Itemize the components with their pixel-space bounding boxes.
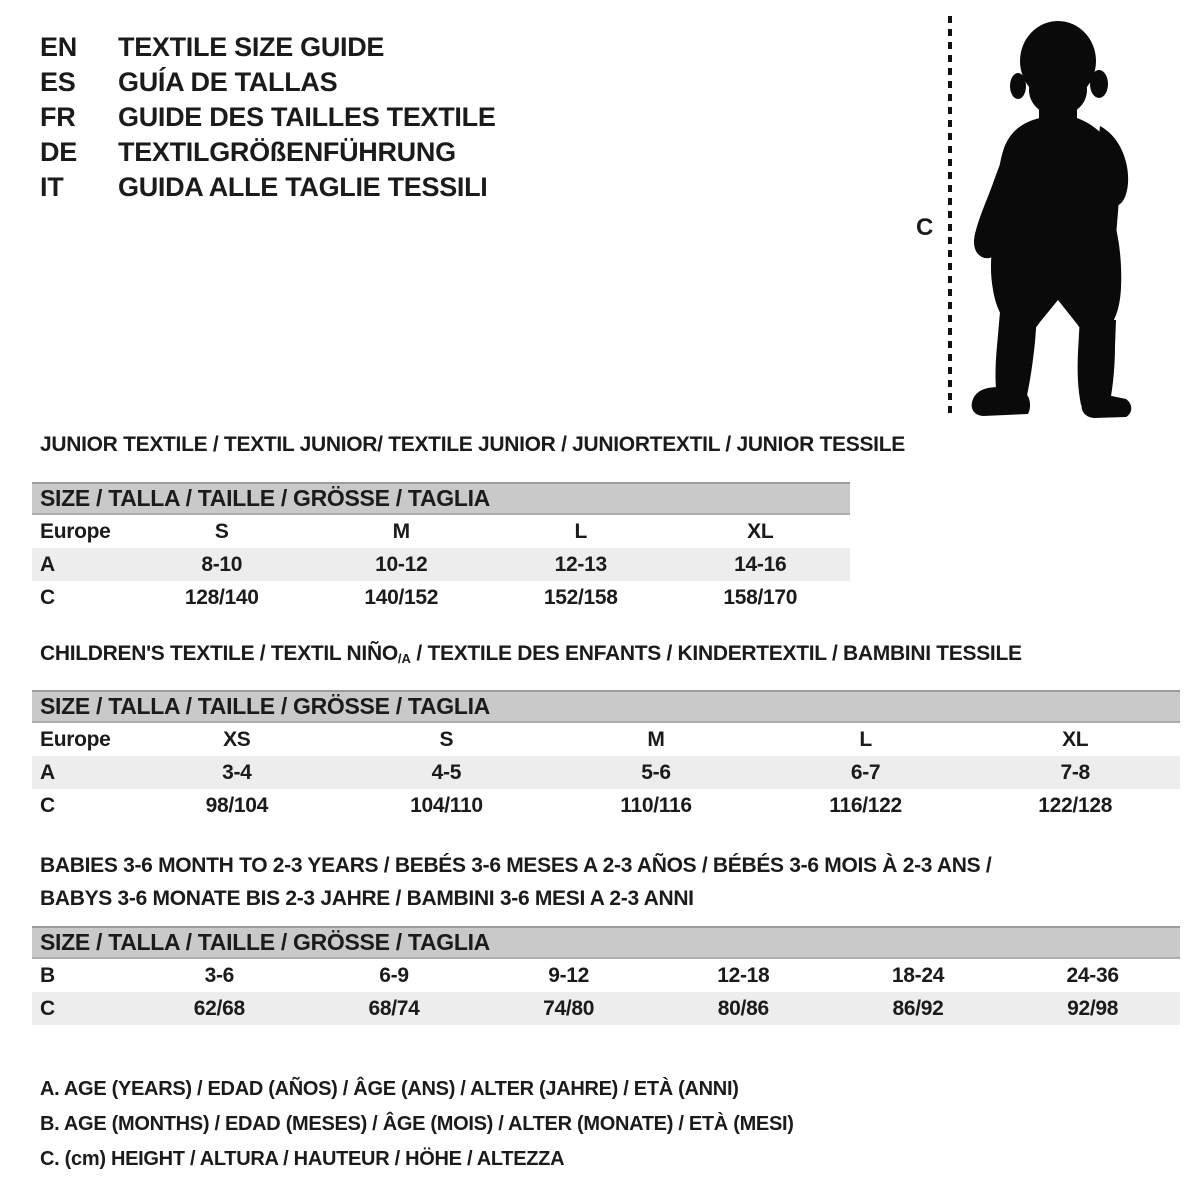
value-cell: 6-7	[850, 760, 881, 784]
value-cell: 24-36	[1066, 963, 1119, 987]
size-cell: M	[647, 727, 665, 751]
value-cell: 3-6	[204, 963, 235, 987]
table-row	[32, 959, 1180, 992]
junior-table-header: SIZE / TALLA / TAILLE / GRÖSSE / TAGLIA	[32, 482, 850, 515]
lang-title: TEXTILGRÖßENFÜHRUNG	[118, 137, 456, 167]
children-table-header: SIZE / TALLA / TAILLE / GRÖSSE / TAGLIA	[32, 690, 1180, 723]
value-cell: 62/68	[193, 996, 245, 1020]
table-row	[32, 581, 850, 614]
children-size-table	[32, 690, 1180, 822]
value-cell: 68/74	[368, 996, 420, 1020]
children-title-suffix: / TEXTILE DES ENFANTS / KINDERTEXTIL / BAMBINI TESSILE	[410, 642, 1022, 665]
value-cell: 74/80	[543, 996, 595, 1020]
value-cell: 92/98	[1067, 996, 1119, 1020]
value-cell: 12-13	[554, 552, 607, 576]
note-c: C. (cm) HEIGHT / ALTURA / HAUTEUR / HÖHE / ALTEZZA	[40, 1148, 565, 1170]
lang-code: ES	[40, 67, 76, 97]
value-cell: 5-6	[641, 760, 671, 784]
children-section-title	[40, 642, 1022, 666]
lang-row-de	[40, 135, 496, 170]
value-cell: 7-8	[1060, 760, 1090, 784]
value-cell: 8-10	[201, 552, 243, 576]
size-cell: S	[214, 519, 229, 543]
size-cell: XL	[747, 519, 774, 543]
lang-row-fr	[40, 100, 496, 135]
size-cell: L	[574, 519, 588, 543]
babies-title-line2: BABYS 3-6 MONATE BIS 2-3 JAHRE / BAMBINI 3-6 MESI A 2-3 ANNI	[40, 887, 694, 910]
junior-size-table	[32, 482, 850, 614]
children-title-prefix: CHILDREN'S TEXTILE / TEXTIL NIÑO	[40, 642, 398, 665]
lang-title: GUIDA ALLE TAGLIE TESSILI	[118, 172, 488, 202]
lang-code: FR	[40, 102, 76, 132]
table-row	[32, 548, 850, 581]
value-cell: 158/170	[723, 585, 798, 609]
babies-section-title	[40, 849, 991, 915]
language-title-block	[40, 30, 496, 205]
height-measure-label: C	[916, 214, 934, 241]
note-b: B. AGE (MONTHS) / EDAD (MESES) / ÂGE (MOIS) / ALTER (MONATE) / ETÀ (MESI)	[40, 1113, 794, 1135]
row-label: A	[40, 552, 55, 576]
value-cell: 98/104	[205, 793, 269, 817]
value-cell: 122/128	[1038, 793, 1113, 817]
value-cell: 116/122	[829, 793, 902, 817]
size-cell: S	[439, 727, 454, 751]
height-measure-dashed-line	[948, 16, 952, 414]
lang-code: EN	[40, 32, 77, 62]
lang-code: DE	[40, 137, 77, 167]
size-cell: XL	[1062, 727, 1089, 751]
row-label: A	[40, 760, 55, 784]
value-cell: 152/158	[543, 585, 618, 609]
table-row	[32, 756, 1180, 789]
value-cell: 10-12	[375, 552, 428, 576]
babies-table-header: SIZE / TALLA / TAILLE / GRÖSSE / TAGLIA	[32, 926, 1180, 959]
row-label: B	[40, 963, 55, 987]
row-label: C	[40, 996, 55, 1020]
value-cell: 6-9	[379, 963, 409, 987]
value-cell: 18-24	[891, 963, 945, 987]
value-cell: 140/152	[364, 585, 439, 609]
table-row	[32, 789, 1180, 822]
value-cell: 3-4	[222, 760, 252, 784]
value-cell: 9-12	[548, 963, 590, 987]
toddler-silhouette-icon	[962, 16, 1140, 418]
lang-title: GUÍA DE TALLAS	[118, 67, 338, 97]
note-a: A. AGE (YEARS) / EDAD (AÑOS) / ÂGE (ANS) / ALTER (JAHRE) / ETÀ (ANNI)	[40, 1078, 739, 1100]
children-title-subscript: /A	[397, 651, 411, 666]
table-row	[32, 992, 1180, 1025]
lang-title: TEXTILE SIZE GUIDE	[118, 32, 385, 62]
value-cell: 12-18	[717, 963, 770, 987]
table-row	[32, 723, 1180, 756]
babies-size-table	[32, 926, 1180, 1025]
row-label: Europe	[40, 727, 111, 751]
lang-row-it	[40, 170, 496, 205]
row-label: C	[40, 793, 55, 817]
size-cell: L	[859, 727, 872, 751]
size-cell: M	[392, 519, 410, 543]
lang-row-en	[40, 30, 496, 65]
table-row	[32, 515, 850, 548]
size-cell: XS	[223, 727, 251, 751]
babies-title-line1: BABIES 3-6 MONTH TO 2-3 YEARS / BEBÉS 3-6 MESES A 2-3 AÑOS / BÉBÉS 3-6 MOIS À 2-3 ANS /	[40, 854, 992, 877]
lang-row-es	[40, 65, 496, 100]
value-cell: 104/110	[410, 793, 483, 817]
value-cell: 14-16	[734, 552, 787, 576]
row-label: C	[40, 585, 55, 609]
value-cell: 86/92	[892, 996, 944, 1020]
junior-section-title: JUNIOR TEXTILE / TEXTIL JUNIOR/ TEXTILE JUNIOR / JUNIORTEXTIL / JUNIOR TESSILE	[40, 433, 905, 456]
value-cell: 110/116	[620, 793, 692, 817]
row-label: Europe	[40, 519, 111, 543]
value-cell: 80/86	[717, 996, 769, 1020]
value-cell: 128/140	[184, 585, 259, 609]
lang-title: GUIDE DES TAILLES TEXTILE	[118, 102, 496, 132]
lang-code: IT	[40, 172, 64, 202]
value-cell: 4-5	[431, 760, 462, 784]
legend-notes	[40, 1072, 794, 1177]
